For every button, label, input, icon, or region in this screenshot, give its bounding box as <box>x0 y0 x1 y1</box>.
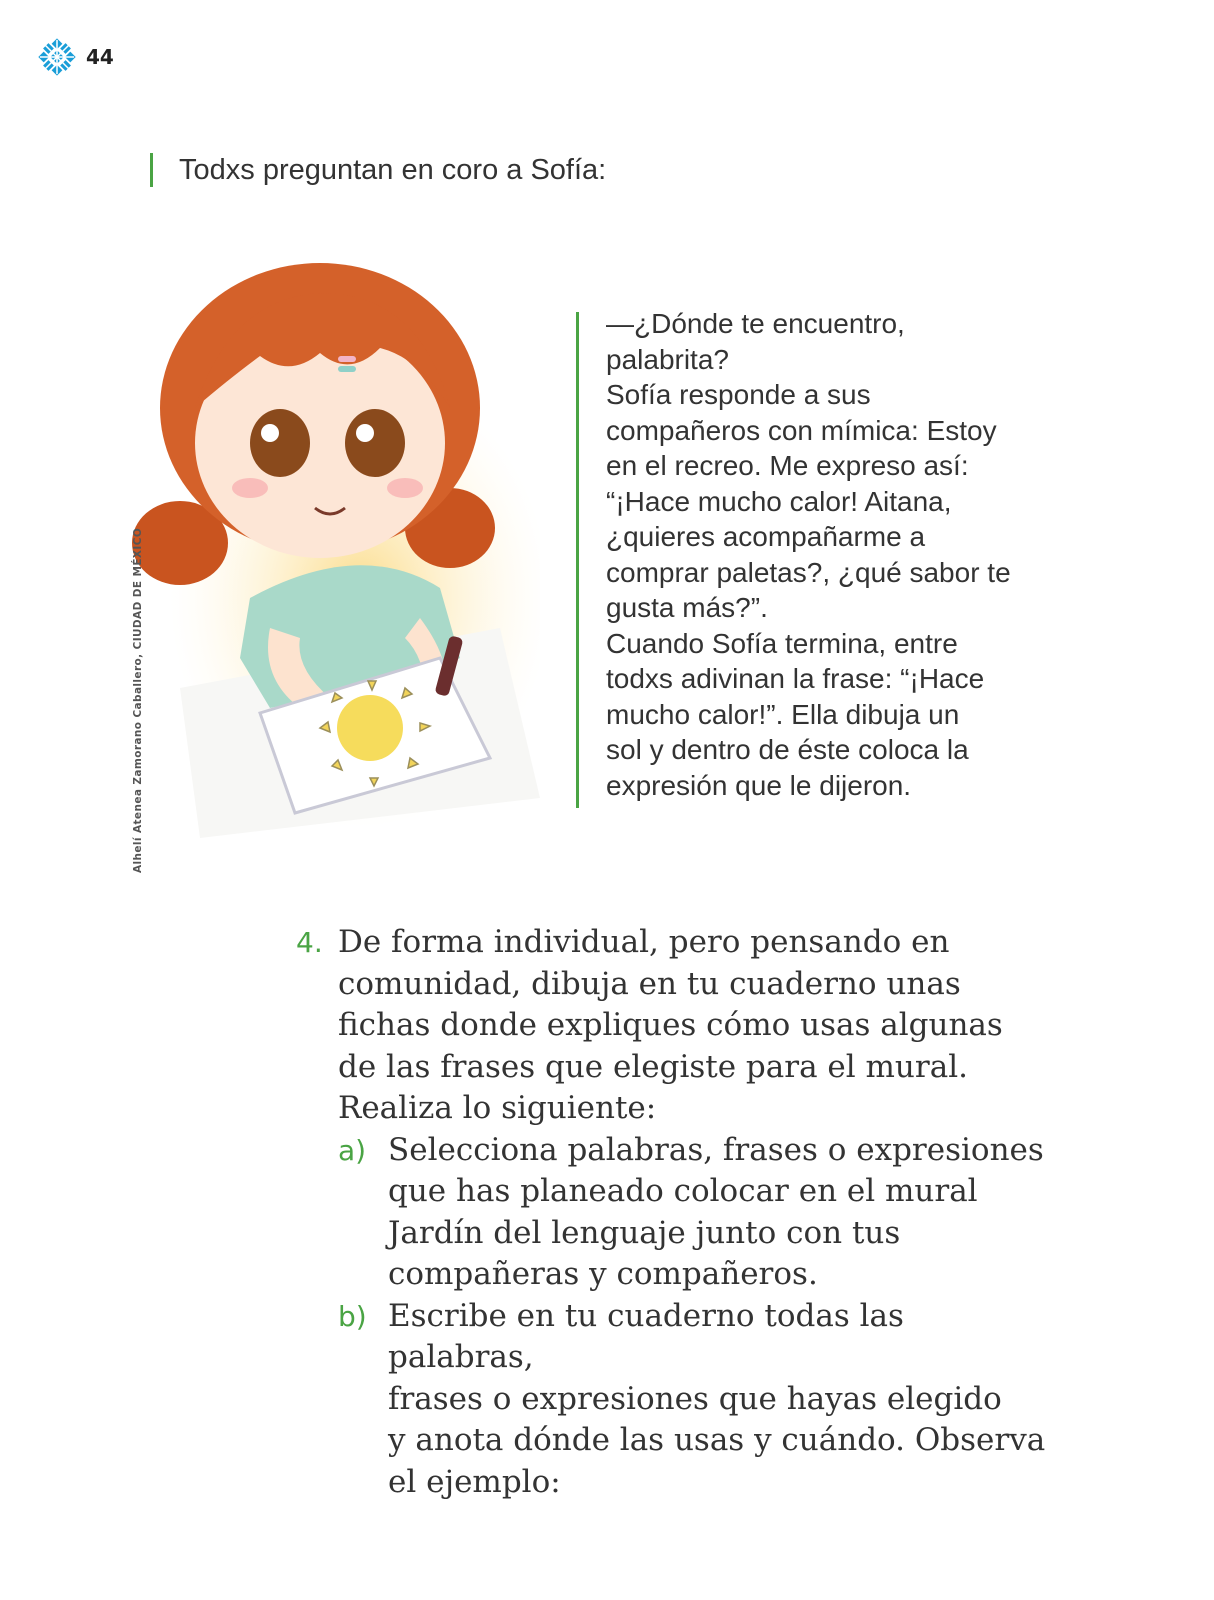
dialogue-line: compañeros con mímica: Estoy <box>606 414 997 446</box>
activity-text <box>338 922 1003 1130</box>
dialogue-line: sol y dentro de éste coloca la <box>606 734 969 765</box>
list-item-text <box>388 1130 1044 1296</box>
illustration-credit: Alhelí Atenea Zamorano Caballero, CIUDAD DE MÉXICO <box>132 527 144 873</box>
list-item-line: y anota dónde las usas y cuándo. Observa <box>388 1422 1046 1458</box>
list-item-line: Selecciona palabras, frases o expresiones <box>388 1131 1044 1168</box>
list-item-line: Jardín del lenguaje junto con tus <box>388 1214 901 1251</box>
list-item-line: que has planeado colocar en el mural <box>388 1173 978 1209</box>
list-item-line: compañeras y compañeros. <box>388 1256 818 1292</box>
activity-line: De forma individual, pero pensando en <box>338 924 950 960</box>
dialogue-line: “¡Hace mucho calor! Aitana, <box>606 485 952 517</box>
dialogue-line: —¿Dónde te encuentro, <box>606 308 905 339</box>
activity-line: fichas donde expliques cómo usas algunas <box>338 1007 1003 1043</box>
activity-number: 4. <box>296 926 323 959</box>
accent-bar <box>150 153 153 187</box>
list-item-line: el ejemplo: <box>388 1463 561 1500</box>
dialogue-line: en el recreo. Me expreso así: <box>606 450 969 481</box>
list-item-letter: b) <box>338 1299 367 1333</box>
list-item-line: Escribe en tu cuaderno todas las palabras, <box>388 1297 904 1375</box>
dialogue-block <box>576 308 1046 808</box>
dialogue-line: todxs adivinan la frase: “¡Hace <box>606 663 985 694</box>
dialogue-text <box>606 306 1011 808</box>
list-item-letter: a) <box>338 1133 367 1167</box>
list-item <box>338 1130 1056 1296</box>
dialogue-line: comprar paletas?, ¿qué sabor te <box>606 556 1011 588</box>
activity-sub-list <box>338 1130 1056 1504</box>
page-number: 44 <box>86 45 114 69</box>
dialogue-line: Cuando Sofía termina, entre <box>606 627 958 659</box>
accent-bar <box>576 312 579 808</box>
intro-text: Todxs preguntan en coro a Sofía: <box>179 153 607 186</box>
dialogue-line: Sofía responde a sus <box>606 379 871 410</box>
activity-line: de las frases que elegiste para el mural. <box>338 1048 968 1085</box>
dialogue-line: gusta más?”. <box>606 592 768 623</box>
page-header <box>38 38 114 76</box>
dialogue-line: mucho calor!”. Ella dibuja un <box>606 698 960 730</box>
snowflake-flower-icon <box>38 38 76 76</box>
intro-line <box>150 153 606 187</box>
dialogue-line: palabrita? <box>606 343 729 375</box>
list-item-line: frases o expresiones que hayas elegido <box>388 1380 1002 1417</box>
girl-drawing-sun-illustration <box>120 238 540 848</box>
activity-line: Realiza lo siguiente: <box>338 1090 657 1126</box>
list-item <box>338 1296 1056 1504</box>
activity-line: comunidad, dibuja en tu cuaderno unas <box>338 965 961 1002</box>
activity-4 <box>296 922 1056 1503</box>
list-item-text <box>388 1296 1056 1504</box>
dialogue-line: expresión que le dijeron. <box>606 769 912 801</box>
activity-instruction <box>296 922 1056 1130</box>
dialogue-line: ¿quieres acompañarme a <box>606 521 926 552</box>
